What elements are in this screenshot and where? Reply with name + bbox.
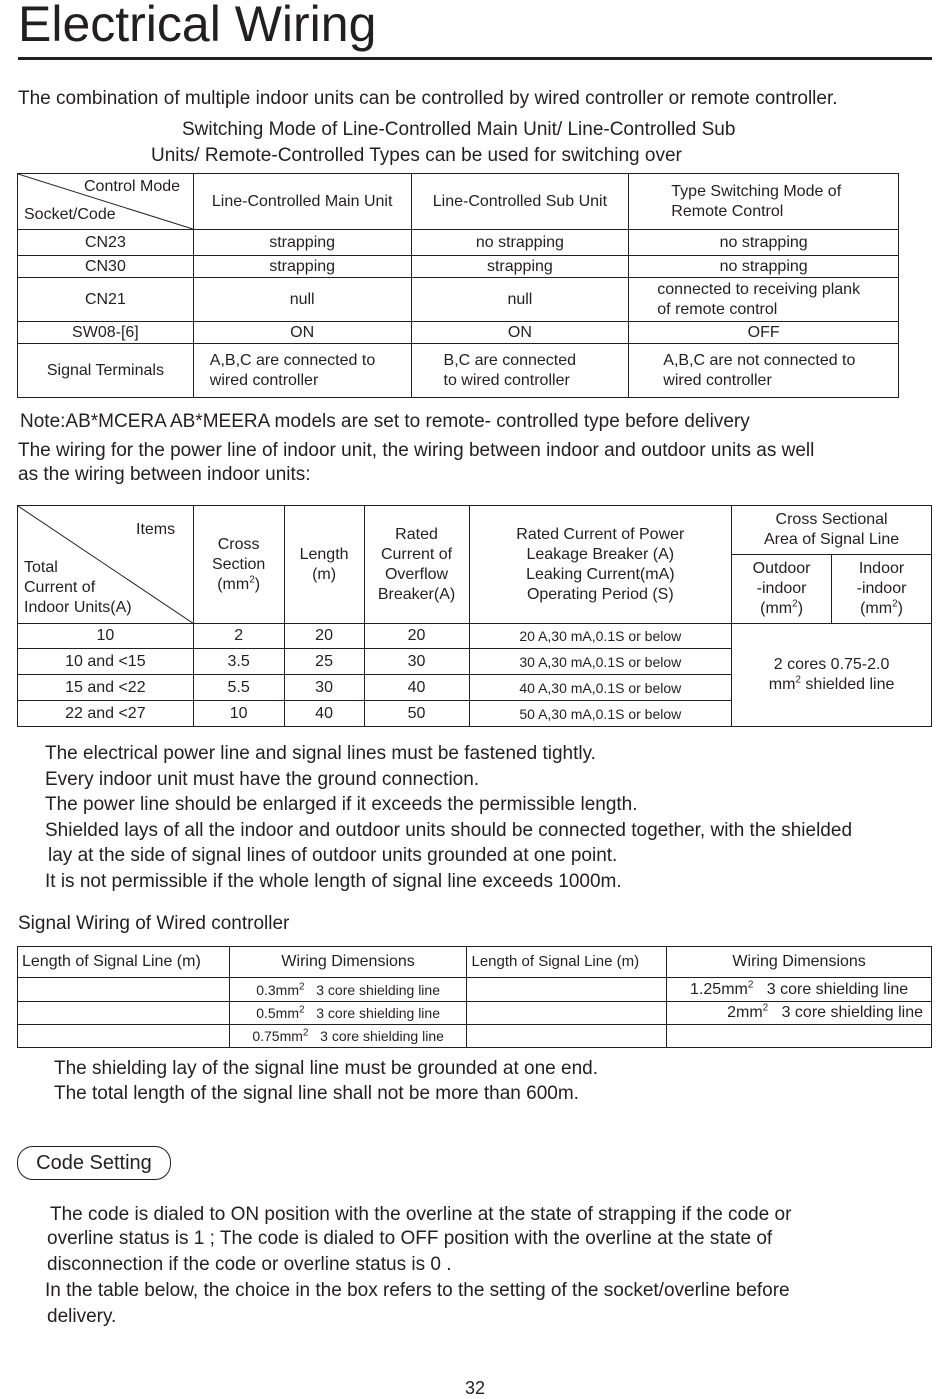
t3-r2-length-1 (18, 1002, 230, 1025)
row-signal-main: A,B,C are connected to wired controller (193, 344, 411, 398)
t2-row4-rated: 50 (364, 701, 469, 727)
t3-r2-line-1: 3 core shielding line (316, 1005, 440, 1021)
row-cn21-remote: connected to receiving plank of remote control (629, 278, 899, 322)
header-leakage-breaker: Rated Current of Power Leakage Breaker (A) Leaking Current(mA) Operating Period (S) (469, 506, 732, 624)
wiring-intro-line-2: as the wiring between indoor units: (18, 464, 311, 485)
row-signal-remote: A,B,C are not connected to wired controller (629, 344, 899, 398)
t3-r2-size-1: 0.5mm (256, 1005, 300, 1021)
t3-r2-sq-2: 2 (762, 1002, 769, 1014)
t3-r2-sq-1: 2 (299, 1004, 305, 1016)
t2-row2-rated: 30 (364, 649, 469, 675)
t3-header-length-1: Length of Signal Line (m) (18, 947, 230, 978)
t2-row3-leak: 40 A,30 mA,0.1S or below (469, 675, 732, 701)
t3-r3-dim-1 (229, 1025, 467, 1048)
header-indoor-indoor-sq: 2 (892, 598, 898, 610)
signal-wiring-table (17, 946, 932, 1048)
row-cn30-remote: no strapping (629, 256, 899, 278)
wiring-intro-line-1: The wiring for the power line of indoor unit, the wiring between indoor and outdoor units as well (18, 440, 815, 461)
signal-line-shielded: shielded line (800, 676, 895, 693)
header-indoor-indoor-label: Indoor -indoor (mm (856, 560, 907, 617)
row-sw08-main: ON (193, 322, 411, 344)
t2-row4-cross: 10 (193, 701, 284, 727)
t3-r1-line-2: 3 core shielding line (766, 980, 909, 998)
switch-caption-line-1: Switching Mode of Line-Controlled Main Unit/ Line-Controlled Sub (182, 119, 736, 140)
code-text-line-4: In the table below, the choice in the box refers to the setting of the socket/overline before (45, 1280, 790, 1301)
note-shielded-1: Shielded lays of all the indoor and outdoor units should be connected together, with the shielded (45, 820, 853, 841)
switching-mode-table (17, 173, 899, 398)
header-sub-unit: Line-Controlled Sub Unit (411, 174, 629, 230)
t3-header-dim-1: Wiring Dimensions (229, 947, 467, 978)
signal-line-spec-2 (736, 675, 927, 695)
row-cn23-remote: no strapping (629, 230, 899, 256)
code-text-line-3: disconnection if the code or overline status is 0 . (47, 1254, 452, 1275)
t3-r3-sq-1: 2 (302, 1027, 309, 1039)
t3-r1-length-2 (467, 978, 667, 1002)
header-outdoor-indoor-sq: 2 (792, 598, 798, 610)
header-length: Length (m) (284, 506, 364, 624)
corner-items: Items (136, 521, 176, 538)
switch-caption-line-2: Units/ Remote-Controlled Types can be used for switching over (151, 145, 682, 166)
row-cn23-sub: no strapping (411, 230, 629, 256)
row-signal-code: Signal Terminals (18, 344, 194, 398)
header-indoor-indoor-close: ) (897, 600, 903, 617)
t2-row4-total: 22 and <27 (18, 701, 194, 727)
t2-row2-leak: 30 A,30 mA,0.1S or below (469, 649, 732, 675)
t3-r1-dim-2 (667, 978, 932, 1002)
t3-r1-size-1: 0.3mm (256, 981, 300, 998)
t3-r3-line-1: 3 core shielding line (320, 1028, 444, 1044)
t3-r2-size-2: 2mm (727, 1004, 763, 1021)
corner-control-mode: Control Mode (84, 178, 181, 195)
power-wiring-table (17, 505, 932, 727)
t2-row3-total: 15 and <22 (18, 675, 194, 701)
t2-row1-total: 10 (18, 624, 194, 649)
row-cn21-code: CN21 (18, 278, 194, 322)
header-signal-area: Cross Sectional Area of Signal Line (732, 506, 932, 555)
shield-note-1: The shielding lay of the signal line must be grounded at one end. (54, 1058, 598, 1079)
signal-line-sq: 2 (795, 674, 801, 686)
t3-header-length-2: Length of Signal Line (m) (467, 947, 667, 978)
header-cross-section-close: ) (254, 575, 261, 593)
header-remote-type: Type Switching Mode of Remote Control (629, 174, 899, 230)
row-cn21-main: null (193, 278, 411, 322)
delivery-note: Note:AB*MCERA AB*MEERA models are set to remote- controlled type before delivery (20, 411, 750, 432)
t3-r3-length-1 (18, 1025, 230, 1048)
note-ground: Every indoor unit must have the ground connection. (45, 769, 480, 790)
header-main-unit: Line-Controlled Main Unit (193, 174, 411, 230)
page-number: 32 (464, 1378, 486, 1398)
t2-row2-cross: 3.5 (193, 649, 284, 675)
t2-row4-leak: 50 A,30 mA,0.1S or below (469, 701, 732, 727)
header-outdoor-indoor-label: Outdoor -indoor (mm (752, 560, 811, 617)
t3-r1-sq-2: 2 (747, 979, 754, 991)
row-cn21-sub: null (411, 278, 629, 322)
header-outdoor-indoor-close: ) (797, 600, 804, 617)
t3-r3-size-1: 0.75mm (252, 1028, 303, 1044)
row-cn30-sub: strapping (411, 256, 629, 278)
header-outdoor-indoor (732, 555, 832, 624)
table1-corner-cell (18, 174, 194, 230)
code-text-line-5: delivery. (47, 1306, 117, 1327)
header-cross-section-label: Cross Section (mm (211, 535, 266, 593)
t3-r1-size-2: 1.25mm (690, 980, 748, 998)
page-title: Electrical Wiring (18, 0, 377, 52)
t3-r1-sq-1: 2 (299, 980, 305, 992)
code-text-line-1: The code is dialed to ON position with the overline at the state of strapping if the code or (50, 1204, 792, 1225)
header-rated-current: Rated Current of Overflow Breaker(A) (364, 506, 469, 624)
t3-r2-line-2: 3 core shielding line (781, 1004, 923, 1021)
t2-row3-rated: 40 (364, 675, 469, 701)
signal-line-spec-1: 2 cores 0.75-2.0 (773, 656, 890, 673)
code-setting-heading: Code Setting (17, 1146, 171, 1180)
t3-r1-line-1: 3 core shielding line (316, 981, 440, 998)
row-sw08-sub: ON (411, 322, 629, 344)
t3-r3-length-2 (467, 1025, 667, 1048)
row-cn23-main: strapping (193, 230, 411, 256)
title-underline (18, 57, 932, 60)
corner-socket-code: Socket/Code (24, 206, 116, 223)
code-text-line-2: overline status is 1 ; The code is dialed to OFF position with the overline at the state of (47, 1228, 773, 1249)
note-length: It is not permissible if the whole length of signal line exceeds 1000m. (45, 871, 622, 892)
row-cn30-main: strapping (193, 256, 411, 278)
header-cross-section-sq: 2 (249, 574, 255, 586)
note-enlarge: The power line should be enlarged if it exceeds the permissible length. (45, 794, 638, 815)
note-shielded-2: lay at the side of signal lines of outdoor units grounded at one point. (48, 845, 618, 866)
t3-r2-dim-1 (229, 1002, 467, 1025)
header-indoor-indoor (832, 555, 932, 624)
t2-row4-length: 40 (284, 701, 364, 727)
t2-row1-length: 20 (284, 624, 364, 649)
row-sw08-remote: OFF (629, 322, 899, 344)
t2-row3-length: 30 (284, 675, 364, 701)
signal-wiring-title: Signal Wiring of Wired controller (18, 913, 290, 934)
row-cn23-code: CN23 (18, 230, 194, 256)
t3-r2-length-2 (467, 1002, 667, 1025)
intro-text: The combination of multiple indoor units can be controlled by wired controller or remote controller. (18, 88, 838, 109)
corner-total-current: Total Current of Indoor Units(A) (24, 559, 132, 616)
row-signal-sub: B,C are connected to wired controller (411, 344, 629, 398)
row-sw08-code: SW08-[6] (18, 322, 194, 344)
t3-r1-dim-1 (229, 978, 467, 1002)
t2-row1-rated: 20 (364, 624, 469, 649)
t3-r2-dim-2 (667, 1002, 932, 1025)
t2-row3-cross: 5.5 (193, 675, 284, 701)
t3-r1-length-1 (18, 978, 230, 1002)
note-fastened: The electrical power line and signal lines must be fastened tightly. (45, 743, 596, 764)
signal-line-mm: mm (768, 676, 796, 693)
t3-r3-dim-2 (667, 1025, 932, 1048)
t3-header-dim-2: Wiring Dimensions (667, 947, 932, 978)
row-cn30-code: CN30 (18, 256, 194, 278)
shield-note-2: The total length of the signal line shall not be more than 600m. (54, 1083, 579, 1104)
t2-row1-leak: 20 A,30 mA,0.1S or below (469, 624, 732, 649)
t2-row2-total: 10 and <15 (18, 649, 194, 675)
header-cross-section (193, 506, 284, 624)
signal-line-spec (732, 624, 932, 727)
t2-row2-length: 25 (284, 649, 364, 675)
table2-corner-cell (18, 506, 194, 624)
t2-row1-cross: 2 (193, 624, 284, 649)
